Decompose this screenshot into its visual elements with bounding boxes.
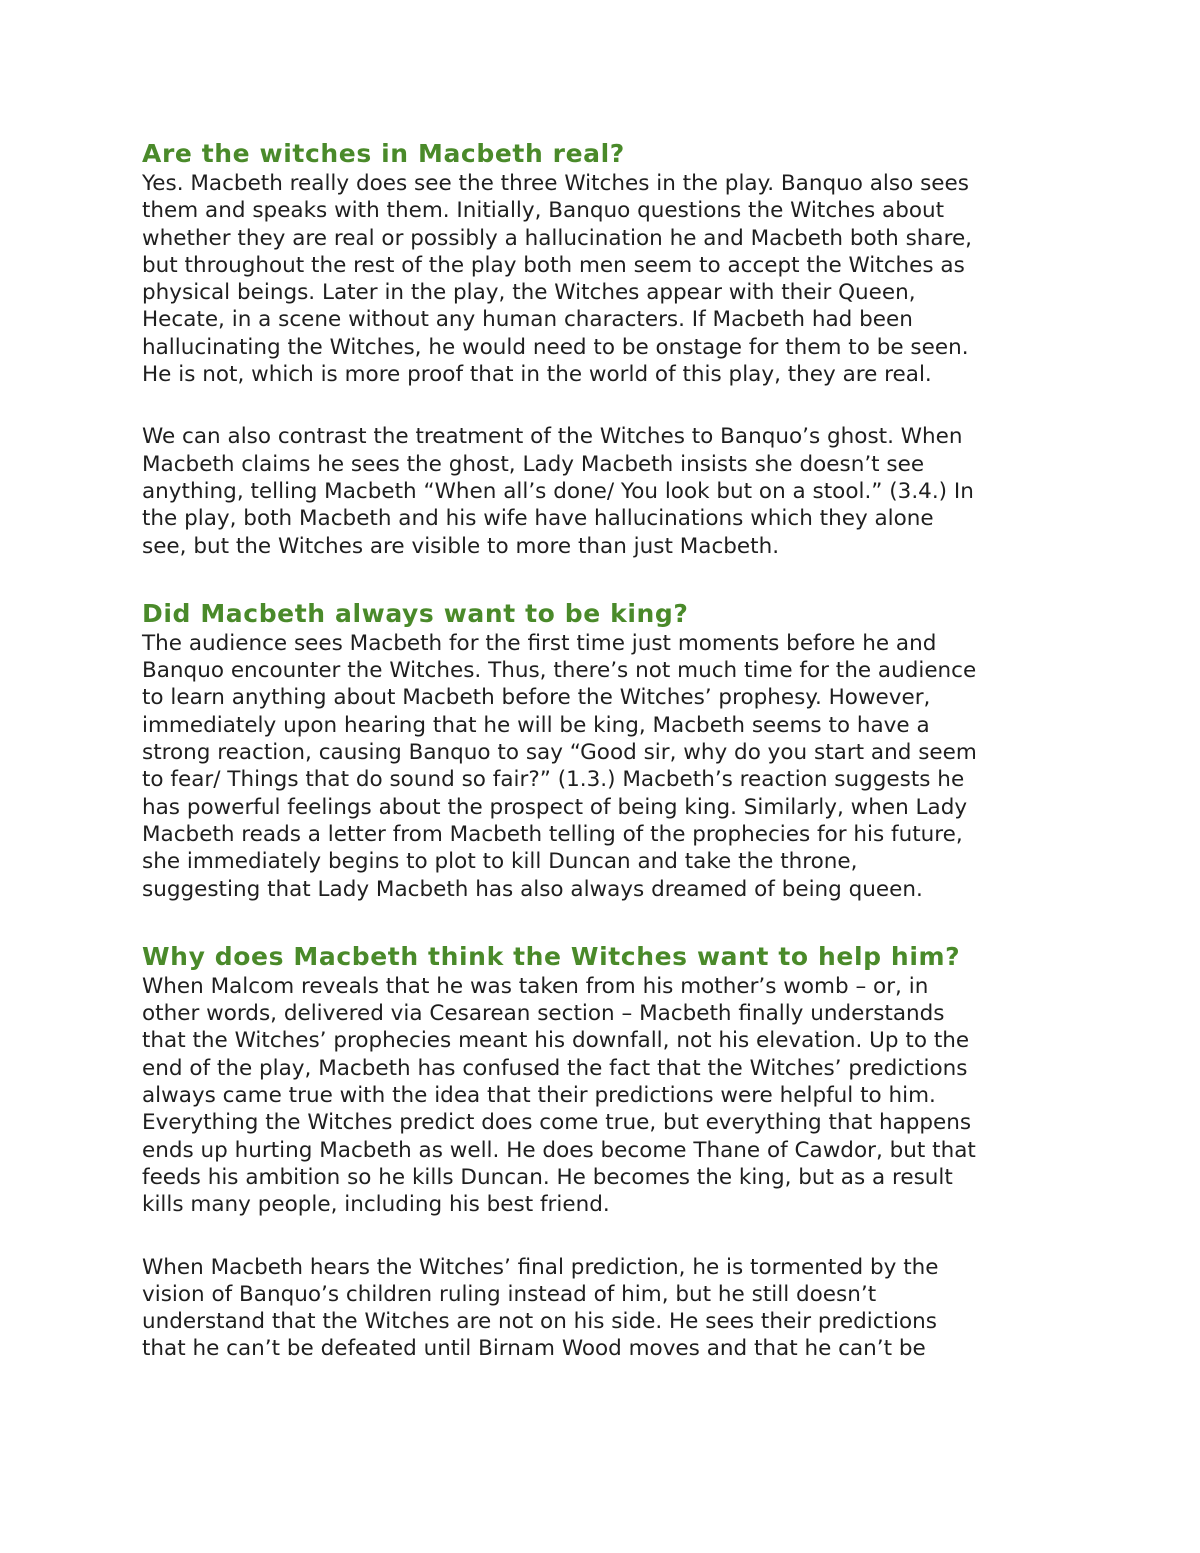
document-page	[142, 138, 1072, 1363]
paragraph: The audience sees Macbeth for the first time just moments before he and Banquo encounter the Witches. Thus, there’s not much time for the audience to learn anything about Macbeth before the Witches’ prophesy. However, immediately upon hearing that he will be king, Macbeth seems to have a strong reaction, causing Banquo to say “Good sir, why do you start and seem to fear/ Things that do sound so fair?” (1.3.) Macbeth’s reaction suggests he has powerful feelings about the prospect of being king. Similarly, when Lady Macbeth reads a letter from Macbeth telling of the prophecies for his future, she immediately begins to plot to kill Duncan and take the throne, suggesting that Lady Macbeth has also always dreamed of being queen.	[142, 630, 977, 902]
section-gap	[142, 560, 1072, 598]
paragraph: When Macbeth hears the Witches’ final prediction, he is tormented by the vision of Banquo’s children ruling instead of him, but he still doesn’t understand that the Witches are not on his side. He sees their predictions that he can’t be defeated until Birnam Wood moves and that he can’t be	[142, 1254, 939, 1362]
paragraph: We can also contrast the treatment of the Witches to Banquo’s ghost. When Macbeth claims he sees the ghost, Lady Macbeth insists she doesn’t see anything, telling Macbeth “When all’s done/ You look but on a stool.” (3.4.) In the play, both Macbeth and his wife have hallucinations which they alone see, but the Witches are visible to more than just Macbeth.	[142, 424, 974, 559]
section-heading-witches-real: Are the witches in Macbeth real?	[142, 139, 625, 168]
section-gap	[142, 903, 1072, 941]
paragraph-gap	[142, 1219, 1072, 1254]
paragraph: Yes. Macbeth really does see the three Witches in the play. Banquo also sees them and speaks with them. Initially, Banquo questions the Witches about whether they are real or possibly a hallucination he and Macbeth both share, but throughout the rest of the play both men seem to accept the Witches as physical beings. Later in the play, the Witches appear with their Queen, Hecate, in a scene without any human characters. If Macbeth had been hallucinating the Witches, he would need to be onstage for them to be seen. He is not, which is more proof that in the world of this play, they are real.	[142, 171, 973, 388]
section-heading-always-king: Did Macbeth always want to be king?	[142, 598, 689, 628]
paragraph-gap	[142, 388, 1072, 423]
paragraph: When Malcom reveals that he was taken from his mother’s womb – or, in other words, delivered via Cesarean section – Macbeth finally understands that the Witches’ prophecies meant his downfall, not his elevation. Up to the end of the play, Macbeth has confused the fact that the Witches’ predictions always came true with the idea that their predictions were helpful to him. Everything the Witches predict does come true, but everything that happens ends up hurting Macbeth as well. He does become Thane of Cawdor, but that feeds his ambition so he kills Duncan. He becomes the king, but as a result kills many people, including his best friend.	[142, 973, 976, 1218]
section-heading-witches-help: Why does Macbeth think the Witches want to help him?	[142, 941, 961, 971]
